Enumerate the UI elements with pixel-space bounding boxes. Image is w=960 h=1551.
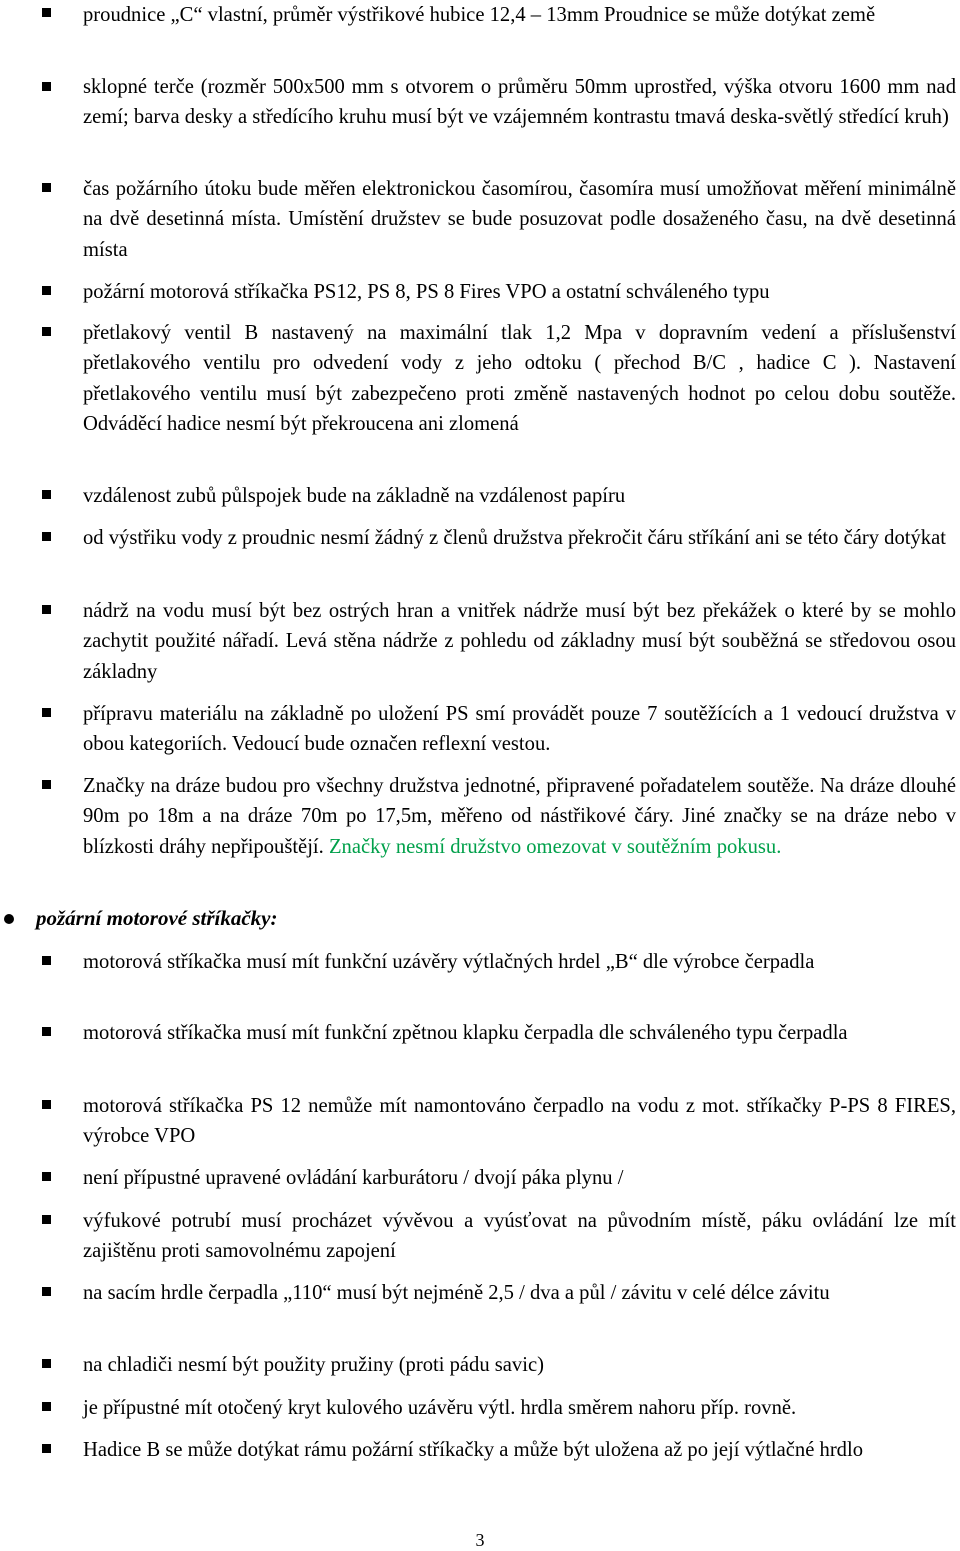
list-item xyxy=(83,277,956,307)
square-bullet-icon xyxy=(42,1359,51,1368)
square-bullet-icon xyxy=(42,956,51,965)
list-item xyxy=(83,1163,956,1193)
list-item xyxy=(83,1350,956,1380)
list-item-text: čas požárního útoku bude měřen elektronickou časomírou, časomíra musí umožňovat měření minimálně na dvě desetinná místa. Umístění družstev se bude posuzovat podle dosaženého času, na dvě desetinná místa xyxy=(83,178,956,261)
list-item xyxy=(83,1393,956,1423)
square-bullet-icon xyxy=(42,1172,51,1181)
list-item xyxy=(83,947,956,977)
section-heading: požární motorové stříkačky: xyxy=(36,906,278,930)
square-bullet-icon xyxy=(42,183,51,192)
list-item-text: proudnice „C“ vlastní, průměr výstřikové hubice 12,4 – 13mm Proudnice se může dotýkat země xyxy=(83,4,876,26)
highlighted-note: Značky nesmí družstvo omezovat v soutěžním pokusu. xyxy=(328,835,782,858)
list-item-text: vzdálenost zubů půlspojek bude na základně na vzdálenost papíru xyxy=(83,485,626,507)
list-item-text: není přípustné upravené ovládání karburátoru / dvojí páka plynu / xyxy=(83,1167,624,1189)
square-bullet-icon xyxy=(42,8,51,17)
list-item xyxy=(83,523,956,553)
square-bullet-icon xyxy=(42,1215,51,1224)
list-item xyxy=(83,318,956,440)
list-item-text: motorová stříkačka musí mít funkční uzávěry výtlačných hrdel „B“ dle výrobce čerpadla xyxy=(83,951,815,973)
list-item-text: výfukové potrubí musí procházet vývěvou a vyúsťovat na původním místě, páku ovládání lze mít zajištěnu proti samovolnému zapojení xyxy=(83,1210,956,1263)
list-item xyxy=(83,1435,956,1465)
square-bullet-icon xyxy=(42,490,51,499)
list-item-text: sklopné terče (rozměr 500x500 mm s otvorem o průměru 50mm uprostřed, výška otvoru 1600 mm nad zemí; barva desky a středícího kruhu musí být ve vzájemném kontrastu tmavá deska-světlý středící kruh) xyxy=(83,76,956,129)
page-number: 3 xyxy=(475,1530,485,1550)
list-item xyxy=(83,0,956,30)
list-item-text: Značky na dráze budou pro všechny družstva jednotné, připravené pořadatelem soutěže. Na dráze dlouhé 90m po 18m a na dráze 70m po 17,5m, měřeno od nástřikové čáry. Jiné značky se na dráze nebo v blízkosti dráhy nepřipouštějí. xyxy=(83,775,956,858)
list-item xyxy=(83,1018,956,1048)
square-bullet-icon xyxy=(42,286,51,295)
list-item xyxy=(83,481,956,511)
list-item-text: je přípustné mít otočený kryt kulového uzávěru výtl. hrdla směrem nahoru příp. rovně. xyxy=(83,1397,797,1419)
square-bullet-icon xyxy=(42,1402,51,1411)
list-item-text: na chladiči nesmí být použity pružiny (proti pádu savic) xyxy=(83,1354,544,1376)
square-bullet-icon xyxy=(42,780,51,789)
list-item xyxy=(83,771,956,862)
square-bullet-icon xyxy=(42,605,51,614)
square-bullet-icon xyxy=(42,1444,51,1453)
list-item-text: motorová stříkačka musí mít funkční zpětnou klapku čerpadla dle schváleného typu čerpadla xyxy=(83,1022,848,1044)
square-bullet-icon xyxy=(42,82,51,91)
list-item xyxy=(83,596,956,687)
list-item xyxy=(83,1206,956,1267)
list-item-text: od výstřiku vody z proudnic nesmí žádný z členů družstva překročit čáru stříkání ani se této čáry dotýkat xyxy=(83,527,946,549)
square-bullet-icon xyxy=(42,327,51,336)
list-item-text: Hadice B se může dotýkat rámu požární stříkačky a může být uložena až po její výtlačné hrdlo xyxy=(83,1439,863,1461)
list-item xyxy=(83,174,956,265)
list-item-text: nádrž na vodu musí být bez ostrých hran a vnitřek nádrže musí být bez překážek o které by se mohlo zachytit použité nářadí. Levá stěna nádrže z pohledu od základny musí být souběžná se středovou osou základny xyxy=(83,600,956,683)
square-bullet-icon xyxy=(42,1100,51,1109)
square-bullet-icon xyxy=(42,708,51,717)
list-item-text: požární motorová stříkačka PS12, PS 8, PS 8 Fires VPO a ostatní schváleného typu xyxy=(83,281,770,303)
square-bullet-icon xyxy=(42,1287,51,1296)
list-item-text: přípravu materiálu na základně po uložení PS smí provádět pouze 7 soutěžících a 1 vedoucí družstva v obou kategoriích. Vedoucí bude označen reflexní vestou. xyxy=(83,703,956,756)
list-item-text: motorová stříkačka PS 12 nemůže mít namontováno čerpadlo na vodu z mot. stříkačky P-PS 8 FIRES, výrobce VPO xyxy=(83,1095,956,1148)
list-item-text: na sacím hrdle čerpadla „110“ musí být nejméně 2,5 / dva a půl / závitu v celé délce závitu xyxy=(83,1282,830,1304)
list-item xyxy=(83,72,956,133)
square-bullet-icon xyxy=(42,532,51,541)
list-item xyxy=(83,1091,956,1152)
list-item xyxy=(83,699,956,760)
square-bullet-icon xyxy=(42,1027,51,1036)
list-item xyxy=(83,1278,956,1308)
list-item-text: přetlakový ventil B nastavený na maximální tlak 1,2 Mpa v dopravním vedení a příslušenství přetlakového ventilu pro odvedení vody z jeho odtoku ( přechod B/C , hadice C ). Nastavení přetlakového ventilu musí být zabezpečeno proti změně nastavených hodnot po celou dobu soutěže. Odváděcí hadice nesmí být překroucena ani zlomená xyxy=(83,322,956,436)
round-bullet-icon xyxy=(4,914,14,924)
